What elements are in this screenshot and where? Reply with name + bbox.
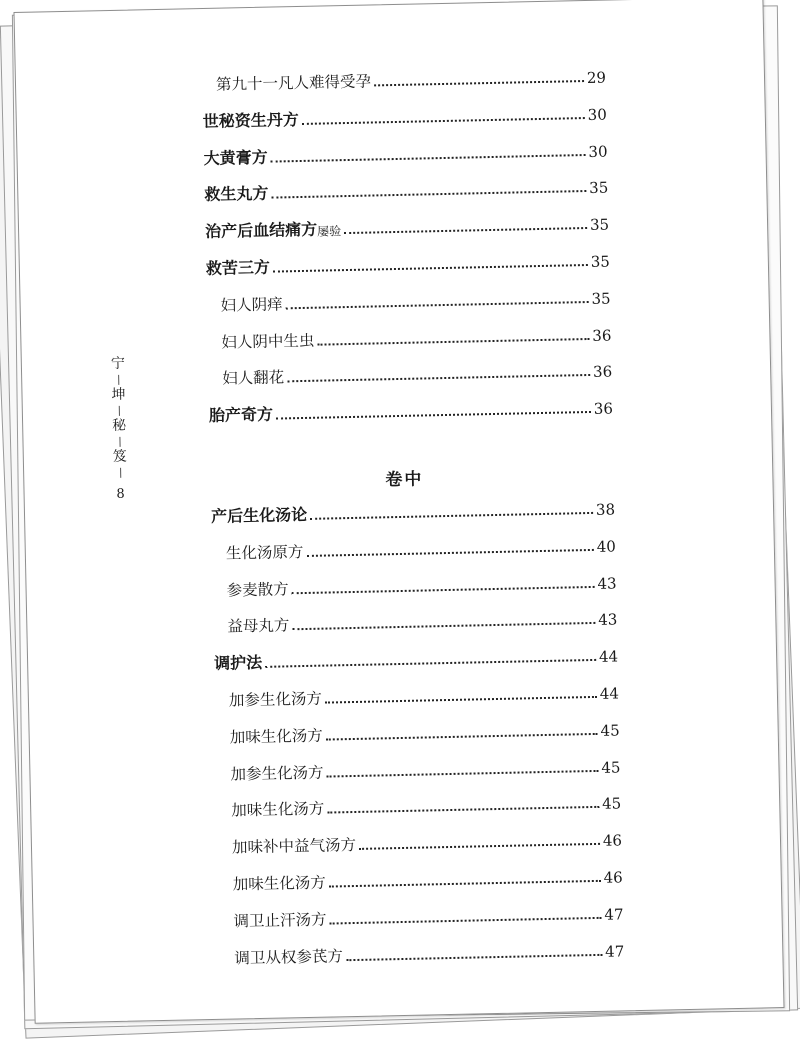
toc-entry-page: 45 [601, 758, 621, 777]
toc-entry-page: 30 [587, 105, 607, 124]
toc-entry[interactable] [234, 936, 624, 968]
toc-dot-leader [276, 411, 591, 420]
toc-entry-page: 29 [586, 68, 607, 87]
toc-entry-page: 43 [598, 610, 618, 630]
toc-entry-title: 加味生化汤方 [231, 800, 325, 820]
toc-entry-page: 44 [599, 684, 620, 703]
toc-dot-leader [359, 843, 600, 850]
running-title-separator [118, 375, 119, 385]
toc-entry[interactable] [233, 899, 623, 931]
toc-entry[interactable] [203, 99, 607, 131]
toc-dot-leader [346, 953, 602, 960]
toc-entry-title: 妇人阴痒 [220, 295, 283, 315]
toc-entry-title: 加味生化汤方 [229, 726, 323, 747]
section-heading: 卷中 [385, 469, 424, 491]
toc-entry-note: 屡验 [317, 224, 342, 239]
toc-entry-title: 调卫止汗汤方 [233, 910, 327, 931]
toc-entry-page: 30 [588, 142, 608, 161]
toc-entry-title: 治产后血结痛方 [204, 219, 318, 242]
toc-entry[interactable] [209, 394, 613, 426]
toc-entry-page: 44 [598, 647, 619, 667]
toc-entry[interactable] [226, 531, 616, 563]
running-title [108, 356, 131, 503]
toc-entry-page: 36 [593, 399, 614, 419]
toc-entry-page: 46 [602, 831, 623, 850]
toc-entry-title: 加味生化汤方 [232, 873, 326, 894]
toc-entry-page: 35 [589, 178, 609, 198]
toc-entry[interactable] [230, 752, 620, 784]
toc-dot-leader [292, 622, 595, 630]
toc-entry[interactable] [206, 247, 610, 279]
toc-dot-leader [292, 586, 595, 594]
page-number: 8 [116, 486, 125, 502]
toc-dot-leader [265, 659, 596, 668]
running-title-char: 秘 [112, 417, 127, 434]
toc-entry-title: 加参生化汤方 [228, 689, 323, 710]
toc-dot-leader [374, 80, 584, 86]
toc-entry-title: 调卫从权参芪方 [234, 946, 344, 968]
toc-dot-leader [310, 512, 593, 520]
toc-entry-page: 36 [592, 362, 613, 382]
toc-entry-title: 胎产奇方 [208, 404, 274, 426]
toc-entry-page: 45 [601, 794, 622, 814]
toc-entry-page: 43 [597, 574, 617, 593]
toc-dot-leader [326, 733, 598, 741]
toc-dot-leader [325, 696, 597, 704]
running-title-char: 笈 [112, 448, 127, 465]
toc-entry-page: 45 [600, 721, 620, 740]
toc-entry-title: 参麦散方 [226, 579, 289, 600]
toc-entry-page: 35 [590, 252, 611, 271]
running-title-char: 宁 [110, 355, 126, 373]
toc-dot-leader [271, 190, 586, 199]
toc-entry[interactable] [205, 210, 609, 242]
toc-dot-leader [286, 301, 589, 309]
toc-entry-page: 35 [589, 215, 610, 235]
toc-dot-leader [287, 374, 590, 382]
toc-entry-title: 产后生化汤论 [210, 504, 308, 526]
toc-entry[interactable] [203, 136, 607, 168]
toc-dot-leader [329, 880, 601, 888]
running-title-separator [118, 406, 119, 416]
toc-entry[interactable] [233, 862, 623, 894]
toc-entry-title: 加味补中益气汤方 [231, 836, 357, 857]
toc-entry-page: 35 [591, 289, 611, 308]
toc-dot-leader [327, 806, 599, 814]
toc-entry-page: 40 [596, 537, 616, 556]
toc-entry[interactable] [229, 678, 619, 710]
running-title-char: 坤 [111, 386, 126, 403]
toc-entry[interactable] [231, 789, 621, 821]
toc-entry-title: 妇人翻花 [222, 368, 285, 389]
toc-entry-title: 救苦三方 [205, 257, 271, 278]
toc-page [13, 0, 784, 1024]
toc-entry[interactable] [214, 642, 618, 674]
toc-entry[interactable] [222, 357, 612, 389]
toc-entry-page: 47 [605, 941, 625, 961]
toc-entry-page: 36 [592, 326, 612, 345]
toc-entry[interactable] [221, 320, 611, 352]
toc-dot-leader [306, 549, 593, 557]
toc-dot-leader [318, 338, 590, 346]
toc-entry-page: 47 [604, 905, 624, 924]
toc-dot-leader [327, 769, 599, 777]
toc-entry[interactable] [220, 283, 610, 315]
toc-entry[interactable] [232, 826, 622, 858]
toc-entry[interactable] [204, 173, 608, 205]
toc-dot-leader [302, 117, 585, 125]
toc-dot-leader [344, 227, 587, 234]
running-title-separator [119, 437, 120, 447]
toc-entry-title: 妇人阴中生虫 [221, 331, 315, 352]
toc-entry-title: 第九十一凡人难得受孕 [215, 72, 372, 94]
toc-entry[interactable] [216, 63, 606, 95]
running-title-separator [120, 468, 121, 478]
toc-entry-title: 加参生化汤方 [230, 763, 324, 784]
toc-entry[interactable] [229, 715, 619, 747]
toc-dot-leader [271, 154, 586, 163]
toc-entry[interactable] [226, 568, 616, 600]
toc-entry-page: 46 [603, 868, 623, 887]
toc-entry-page: 38 [595, 500, 616, 519]
toc-entry-title: 大黄膏方 [203, 147, 268, 168]
toc-entry-title: 调护法 [213, 653, 263, 674]
toc-entry-title: 救生丸方 [204, 184, 269, 205]
toc-entry[interactable] [227, 605, 617, 637]
toc-dot-leader [273, 264, 588, 273]
toc-entry-title: 生化汤原方 [225, 542, 304, 563]
toc-entry-title: 益母丸方 [227, 616, 290, 637]
toc-dot-leader [330, 917, 602, 925]
toc-entry-title: 世秘资生丹方 [202, 109, 300, 131]
toc-entry[interactable] [211, 494, 615, 526]
